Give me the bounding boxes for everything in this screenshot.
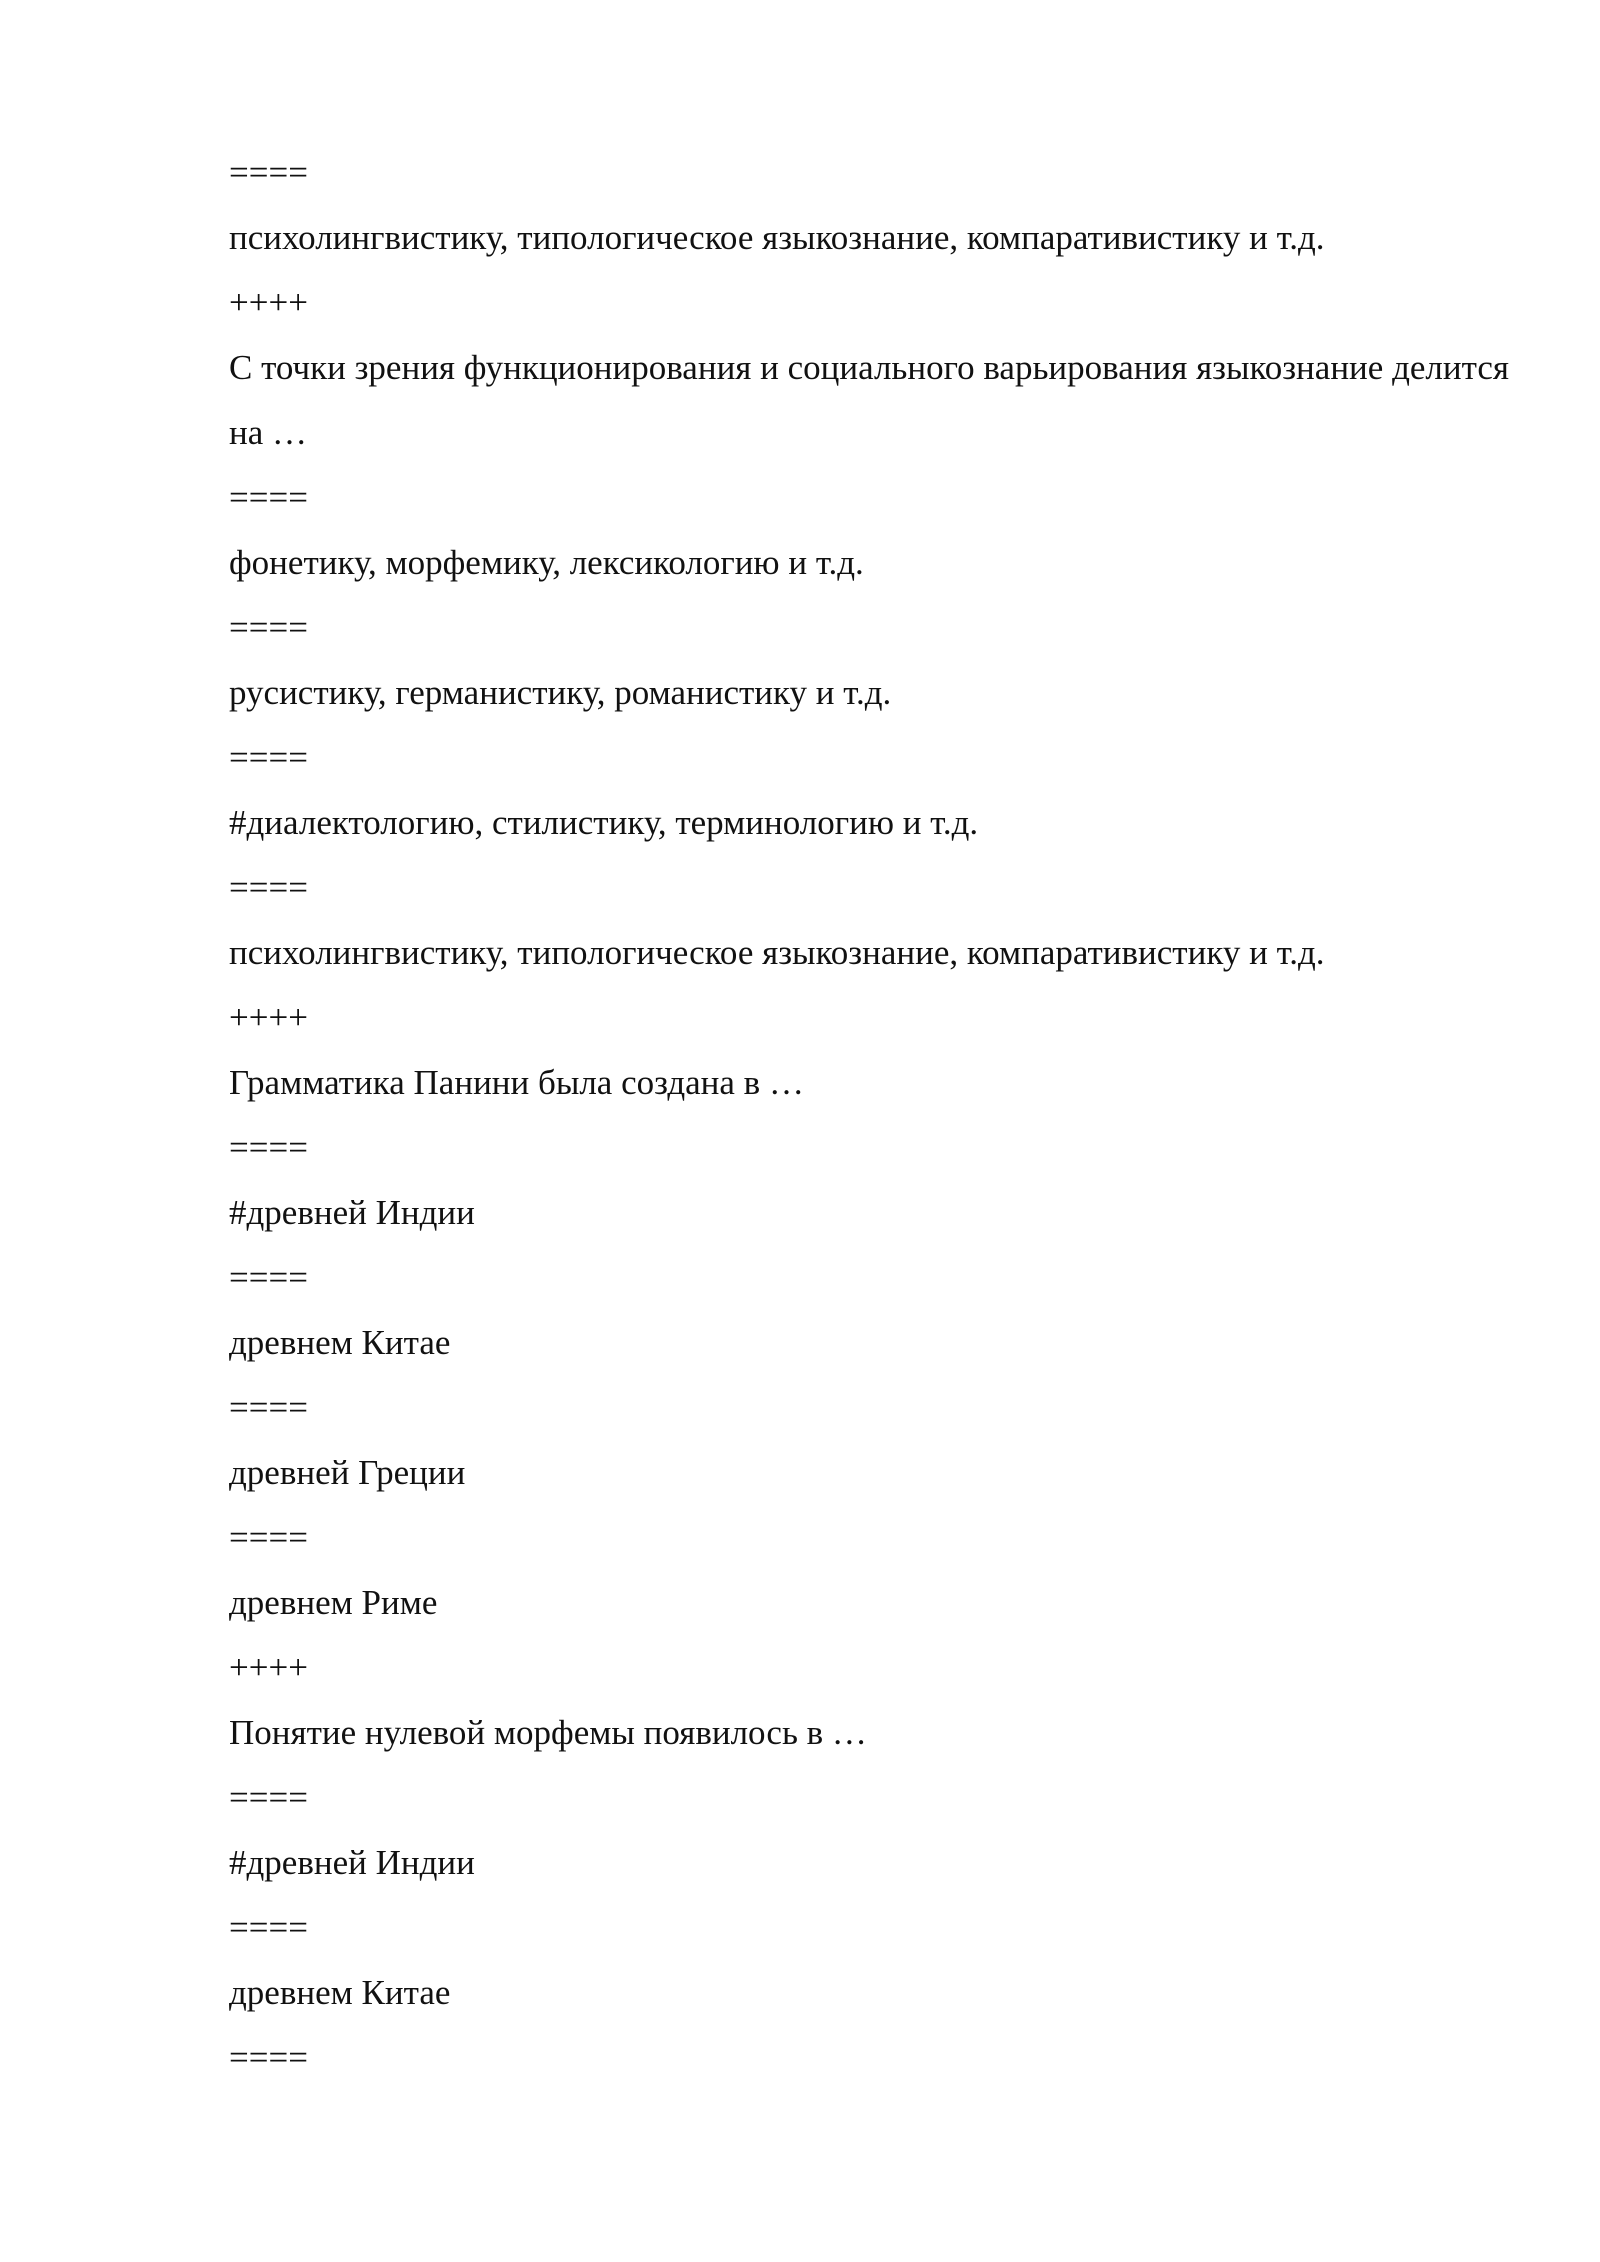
separator-line: ==== — [229, 1908, 308, 1947]
correct-answer-option: #древней Индии — [229, 1193, 475, 1232]
separator-line: ==== — [229, 2038, 308, 2077]
answer-option: психолингвистику, типологическое языкознание, компаративистику и т.д. — [229, 218, 1325, 257]
answer-option: русистику, германистику, романистику и т.д. — [229, 673, 892, 712]
answer-option: древней Греции — [229, 1453, 466, 1492]
answer-option: древнем Риме — [229, 1583, 438, 1622]
answer-option: древнем Китае — [229, 1973, 451, 2012]
separator-line: ==== — [229, 1388, 308, 1427]
question-separator: ++++ — [229, 283, 308, 322]
question-separator: ++++ — [229, 1648, 308, 1687]
answer-option: психолингвистику, типологическое языкознание, компаративистику и т.д. — [229, 933, 1325, 972]
separator-line: ==== — [229, 738, 308, 777]
question-separator: ++++ — [229, 998, 308, 1037]
correct-answer-option: #диалектологию, стилистику, терминологию и т.д. — [229, 803, 979, 842]
correct-answer-option: #древней Индии — [229, 1843, 475, 1882]
separator-line: ==== — [229, 1778, 308, 1817]
separator-line: ==== — [229, 1258, 308, 1297]
answer-option: древнем Китае — [229, 1323, 451, 1362]
document-body — [229, 140, 1529, 2090]
separator-line: ==== — [229, 608, 308, 647]
separator-line: ==== — [229, 478, 308, 517]
answer-option: фонетику, морфемику, лексикологию и т.д. — [229, 543, 864, 582]
separator-line: ==== — [229, 1518, 308, 1557]
question-text: Грамматика Панини была создана в … — [229, 1063, 804, 1102]
separator-line: ==== — [229, 153, 308, 192]
separator-line: ==== — [229, 868, 308, 907]
question-text: С точки зрения функционирования и социального варьирования языкознание делится на … — [229, 348, 1509, 452]
question-text: Понятие нулевой морфемы появилось в … — [229, 1713, 867, 1752]
separator-line: ==== — [229, 1128, 308, 1167]
